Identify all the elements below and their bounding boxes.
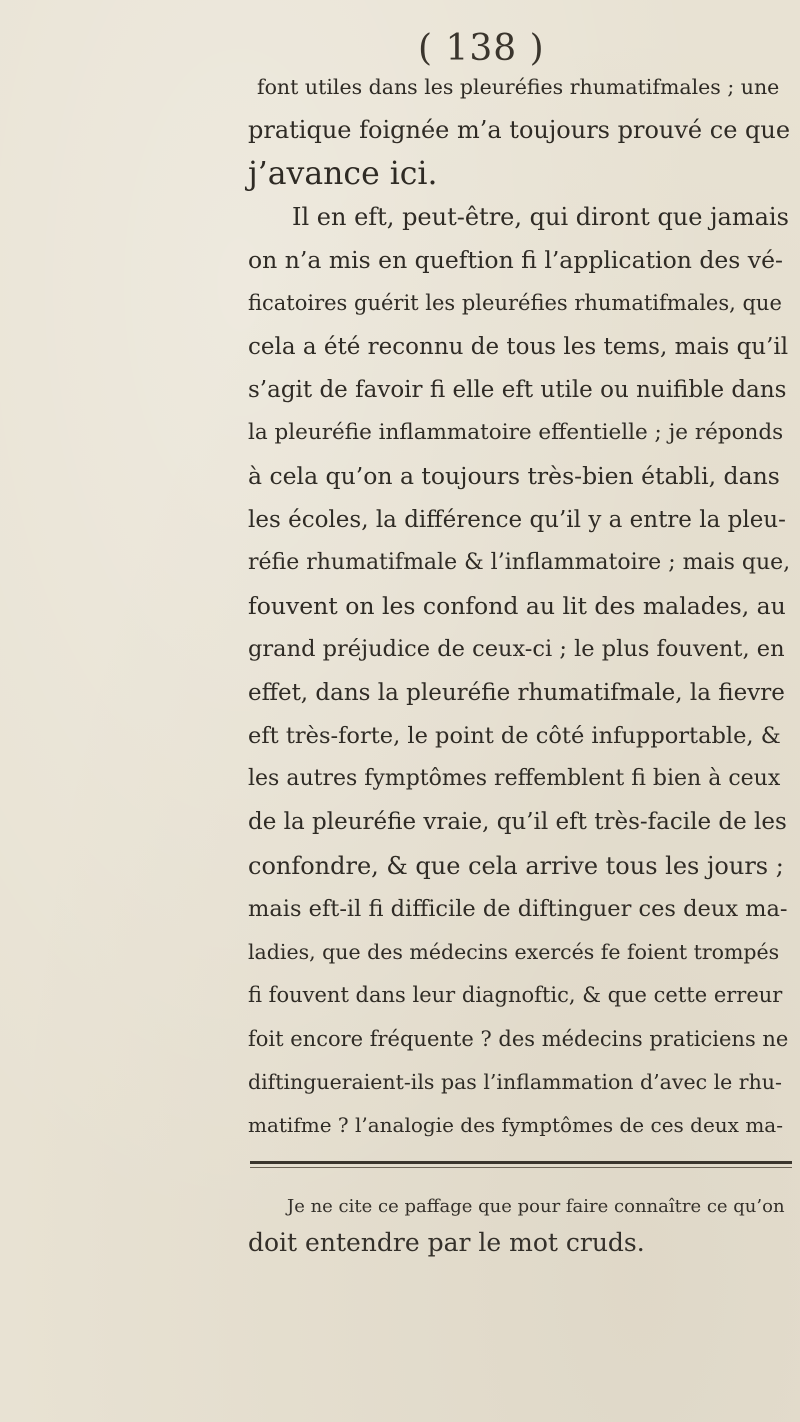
text-line-13: fouvent on les confond au lit des malades, au xyxy=(248,592,786,620)
page-number: ( 138 ) xyxy=(418,28,545,69)
text-line-4: Il en eft, peut-être, qui diront que jamais xyxy=(292,203,789,231)
footnote-line-1: Je ne cite ce paffage que pour faire connaître ce qu’on xyxy=(287,1196,785,1217)
footnote-rule xyxy=(250,1161,792,1164)
text-line-2: pratique foignée m’a toujours prouvé ce que xyxy=(248,116,791,144)
text-line-10: à cela qu’on a toujours très-bien établi, dans xyxy=(248,462,780,490)
text-line-18: de la pleuréfie vraie, qu’il eft très-facile de les xyxy=(248,809,787,835)
text-line-5: on n’a mis en queftion fi l’application des vé- xyxy=(248,246,783,274)
text-line-1: font utiles dans les pleuréfies rhumatifmales ; une xyxy=(257,75,780,99)
text-line-12: réfie rhumatifmale & l’inflammatoire ; mais que, xyxy=(248,550,791,575)
text-line-7: cela a été reconnu de tous les tems, mais qu’il xyxy=(248,334,789,360)
text-line-22: fi fouvent dans leur diagnoftic, & que cette erreur xyxy=(248,983,783,1007)
text-line-24: diftingueraient-ils pas l’inflammation d’avec le rhu- xyxy=(248,1070,782,1094)
text-line-23: foit encore fréquente ? des médecins praticiens ne xyxy=(248,1027,789,1051)
text-line-15: effet, dans la pleuréfie rhumatifmale, la fievre xyxy=(248,680,785,706)
text-line-14: grand préjudice de ceux-ci ; le plus fouvent, en xyxy=(248,636,785,662)
footnote-line-2: doit entendre par le mot cruds. xyxy=(248,1228,645,1257)
text-line-11: les écoles, la différence qu’il y a entre la pleu- xyxy=(248,507,786,533)
text-line-19: confondre, & que cela arrive tous les jours ; xyxy=(248,852,784,880)
text-line-21: ladies, que des médecins exercés fe foient trompés xyxy=(248,940,780,964)
footnote-rule-thin xyxy=(250,1167,792,1168)
text-line-9: la pleuréfie inflammatoire effentielle ; je réponds xyxy=(248,420,784,445)
text-line-25: matifme ? l’analogie des fymptômes de ces deux ma- xyxy=(248,1113,783,1137)
text-line-6: ficatoires guérit les pleuréfies rhumatifmales, que xyxy=(248,291,782,315)
text-line-17: les autres fymptômes reffemblent fi bien à ceux xyxy=(248,766,781,791)
text-line-20: mais eft-il fi difficile de diftinguer ces deux ma- xyxy=(248,896,788,922)
text-line-8: s’agit de favoir fi elle eft utile ou nuifible dans xyxy=(248,377,787,403)
text-line-3: j’avance ici. xyxy=(248,156,438,192)
text-line-16: eft très-forte, le point de côté infupportable, & xyxy=(248,723,781,749)
